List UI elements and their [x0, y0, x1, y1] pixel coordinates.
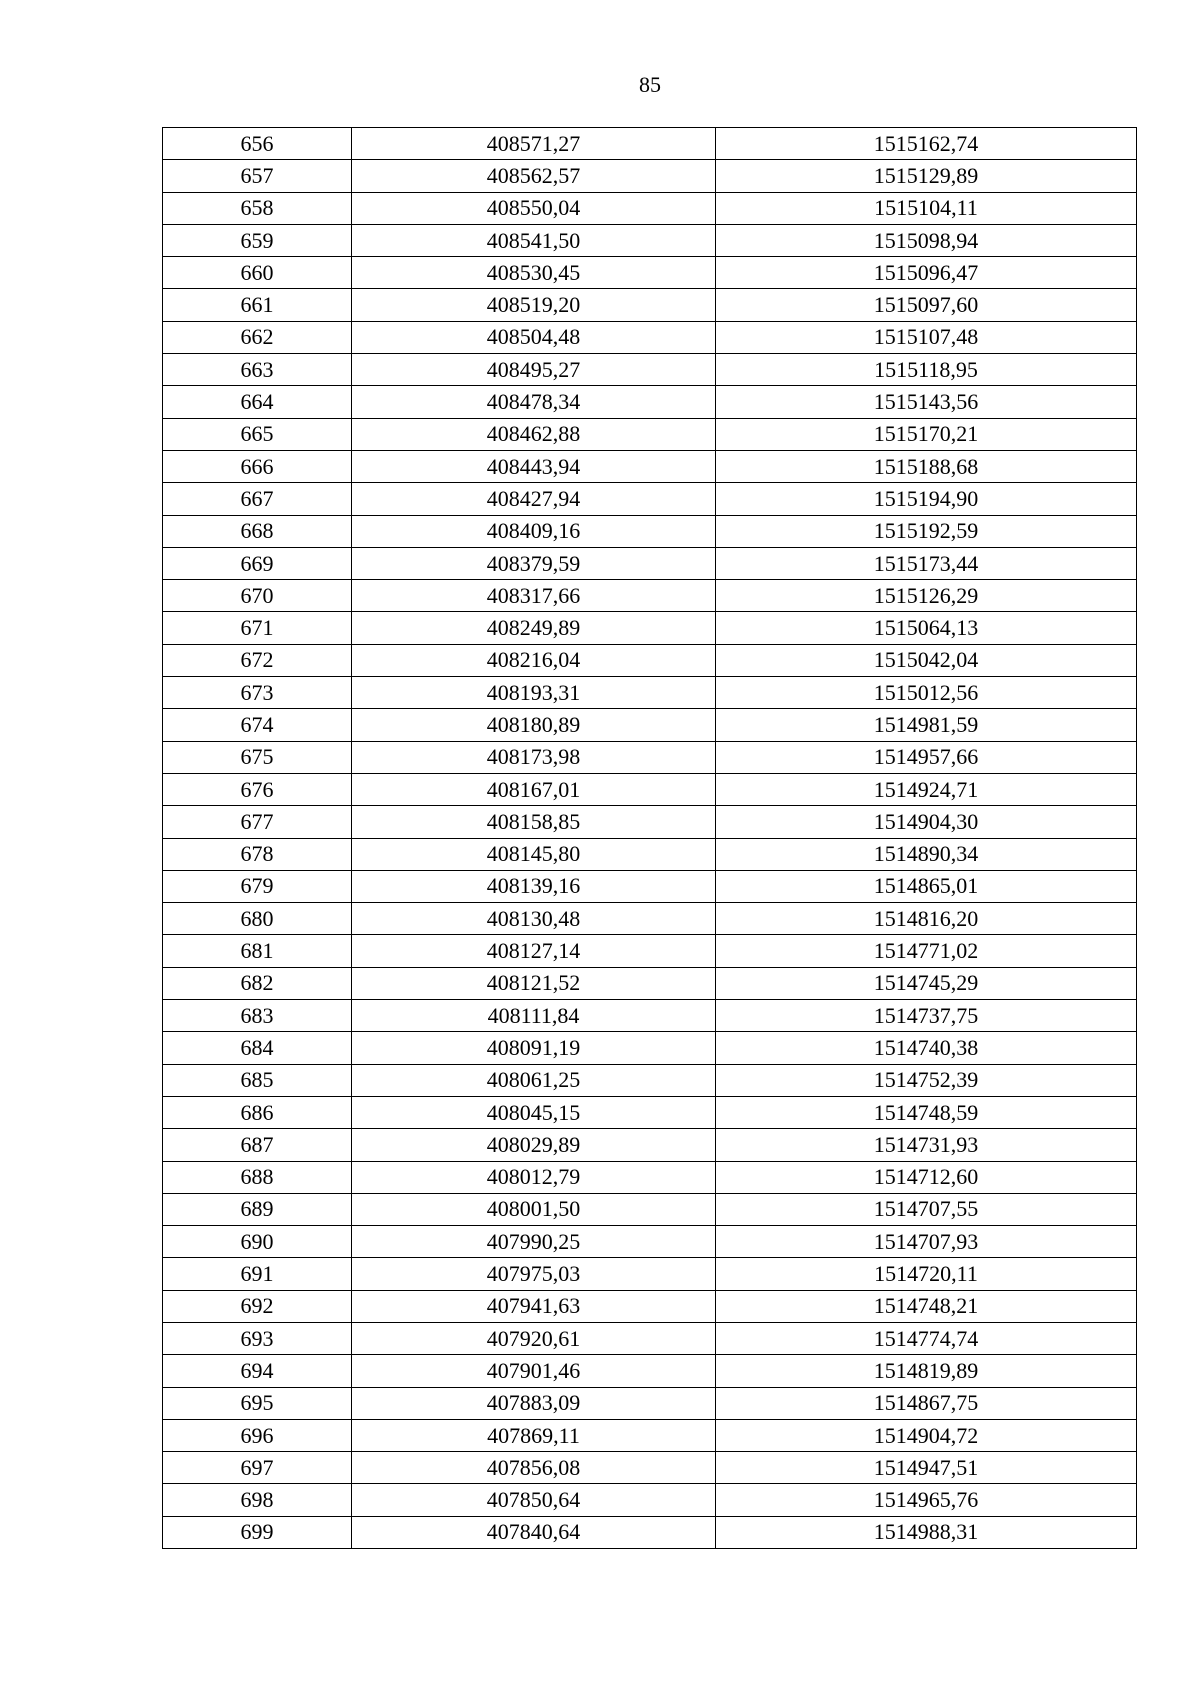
y-coordinate-cell: 1514745,29: [716, 967, 1137, 999]
table-row: [163, 1355, 1137, 1387]
point-number-cell: 658: [163, 192, 352, 224]
x-coordinate-cell: 408216,04: [352, 644, 716, 676]
table-row: [163, 1258, 1137, 1290]
point-number-cell: 689: [163, 1193, 352, 1225]
x-coordinate-cell: 408249,89: [352, 612, 716, 644]
table-row: [163, 192, 1137, 224]
point-number-cell: 666: [163, 450, 352, 482]
y-coordinate-cell: 1515107,48: [716, 321, 1137, 353]
y-coordinate-cell: 1514957,66: [716, 741, 1137, 773]
x-coordinate-cell: 408193,31: [352, 677, 716, 709]
point-number-cell: 680: [163, 903, 352, 935]
x-coordinate-cell: 407840,64: [352, 1516, 716, 1548]
point-number-cell: 664: [163, 386, 352, 418]
x-coordinate-cell: 408550,04: [352, 192, 716, 224]
point-number-cell: 656: [163, 128, 352, 160]
table-row: [163, 1484, 1137, 1516]
point-number-cell: 667: [163, 483, 352, 515]
x-coordinate-cell: 407850,64: [352, 1484, 716, 1516]
y-coordinate-cell: 1514774,74: [716, 1322, 1137, 1354]
x-coordinate-cell: 408158,85: [352, 806, 716, 838]
table-row: [163, 515, 1137, 547]
x-coordinate-cell: 408180,89: [352, 709, 716, 741]
y-coordinate-cell: 1514748,21: [716, 1290, 1137, 1322]
y-coordinate-cell: 1514988,31: [716, 1516, 1137, 1548]
table-row: [163, 1516, 1137, 1548]
y-coordinate-cell: 1514981,59: [716, 709, 1137, 741]
x-coordinate-cell: 408121,52: [352, 967, 716, 999]
point-number-cell: 682: [163, 967, 352, 999]
point-number-cell: 657: [163, 160, 352, 192]
y-coordinate-cell: 1514865,01: [716, 870, 1137, 902]
x-coordinate-cell: 408504,48: [352, 321, 716, 353]
table-row: [163, 612, 1137, 644]
y-coordinate-cell: 1514707,55: [716, 1193, 1137, 1225]
y-coordinate-cell: 1515173,44: [716, 547, 1137, 579]
table-row: [163, 709, 1137, 741]
table-row: [163, 741, 1137, 773]
y-coordinate-cell: 1515098,94: [716, 224, 1137, 256]
x-coordinate-cell: 408427,94: [352, 483, 716, 515]
point-number-cell: 676: [163, 773, 352, 805]
x-coordinate-cell: 407883,09: [352, 1387, 716, 1419]
table-row: [163, 1226, 1137, 1258]
point-number-cell: 685: [163, 1064, 352, 1096]
x-coordinate-cell: 408012,79: [352, 1161, 716, 1193]
point-number-cell: 686: [163, 1096, 352, 1128]
x-coordinate-cell: 408167,01: [352, 773, 716, 805]
point-number-cell: 687: [163, 1129, 352, 1161]
table-row: [163, 224, 1137, 256]
x-coordinate-cell: 408139,16: [352, 870, 716, 902]
x-coordinate-cell: 408409,16: [352, 515, 716, 547]
x-coordinate-cell: 408562,57: [352, 160, 716, 192]
x-coordinate-cell: 407975,03: [352, 1258, 716, 1290]
point-number-cell: 671: [163, 612, 352, 644]
x-coordinate-cell: 408495,27: [352, 354, 716, 386]
y-coordinate-cell: 1515012,56: [716, 677, 1137, 709]
y-coordinate-cell: 1515170,21: [716, 418, 1137, 450]
table-row: [163, 386, 1137, 418]
y-coordinate-cell: 1515104,11: [716, 192, 1137, 224]
y-coordinate-cell: 1514731,93: [716, 1129, 1137, 1161]
x-coordinate-cell: 408130,48: [352, 903, 716, 935]
y-coordinate-cell: 1515096,47: [716, 257, 1137, 289]
point-number-cell: 684: [163, 1032, 352, 1064]
y-coordinate-cell: 1514904,30: [716, 806, 1137, 838]
table-row: [163, 128, 1137, 160]
table-row: [163, 677, 1137, 709]
x-coordinate-cell: 407990,25: [352, 1226, 716, 1258]
x-coordinate-cell: 408478,34: [352, 386, 716, 418]
table-row: [163, 289, 1137, 321]
point-number-cell: 668: [163, 515, 352, 547]
x-coordinate-cell: 408145,80: [352, 838, 716, 870]
table-row: [163, 644, 1137, 676]
y-coordinate-cell: 1515042,04: [716, 644, 1137, 676]
table-row: [163, 1290, 1137, 1322]
x-coordinate-cell: 408317,66: [352, 580, 716, 612]
x-coordinate-cell: 408571,27: [352, 128, 716, 160]
y-coordinate-cell: 1514771,02: [716, 935, 1137, 967]
table-body: [163, 128, 1137, 1549]
coordinates-table: [162, 127, 1137, 1549]
table-row: [163, 806, 1137, 838]
point-number-cell: 695: [163, 1387, 352, 1419]
table-row: [163, 354, 1137, 386]
y-coordinate-cell: 1514890,34: [716, 838, 1137, 870]
x-coordinate-cell: 407856,08: [352, 1452, 716, 1484]
point-number-cell: 669: [163, 547, 352, 579]
y-coordinate-cell: 1514740,38: [716, 1032, 1137, 1064]
table-row: [163, 1064, 1137, 1096]
point-number-cell: 679: [163, 870, 352, 902]
page-number: 85: [639, 72, 661, 97]
point-number-cell: 675: [163, 741, 352, 773]
point-number-cell: 665: [163, 418, 352, 450]
x-coordinate-cell: 408519,20: [352, 289, 716, 321]
table-row: [163, 1000, 1137, 1032]
point-number-cell: 697: [163, 1452, 352, 1484]
y-coordinate-cell: 1514707,93: [716, 1226, 1137, 1258]
point-number-cell: 681: [163, 935, 352, 967]
y-coordinate-cell: 1514720,11: [716, 1258, 1137, 1290]
x-coordinate-cell: 408173,98: [352, 741, 716, 773]
point-number-cell: 692: [163, 1290, 352, 1322]
point-number-cell: 691: [163, 1258, 352, 1290]
table-row: [163, 580, 1137, 612]
table-row: [163, 838, 1137, 870]
table-row: [163, 483, 1137, 515]
table-row: [163, 1096, 1137, 1128]
point-number-cell: 688: [163, 1161, 352, 1193]
table-row: [163, 1129, 1137, 1161]
y-coordinate-cell: 1514712,60: [716, 1161, 1137, 1193]
x-coordinate-cell: 407901,46: [352, 1355, 716, 1387]
y-coordinate-cell: 1514752,39: [716, 1064, 1137, 1096]
y-coordinate-cell: 1514867,75: [716, 1387, 1137, 1419]
x-coordinate-cell: 408091,19: [352, 1032, 716, 1064]
x-coordinate-cell: 407920,61: [352, 1322, 716, 1354]
point-number-cell: 690: [163, 1226, 352, 1258]
table-row: [163, 1193, 1137, 1225]
y-coordinate-cell: 1515129,89: [716, 160, 1137, 192]
x-coordinate-cell: 408443,94: [352, 450, 716, 482]
x-coordinate-cell: 408045,15: [352, 1096, 716, 1128]
table-row: [163, 257, 1137, 289]
y-coordinate-cell: 1515118,95: [716, 354, 1137, 386]
x-coordinate-cell: 408462,88: [352, 418, 716, 450]
point-number-cell: 674: [163, 709, 352, 741]
table-row: [163, 967, 1137, 999]
x-coordinate-cell: 408541,50: [352, 224, 716, 256]
y-coordinate-cell: 1515126,29: [716, 580, 1137, 612]
point-number-cell: 696: [163, 1419, 352, 1451]
point-number-cell: 663: [163, 354, 352, 386]
point-number-cell: 670: [163, 580, 352, 612]
y-coordinate-cell: 1514816,20: [716, 903, 1137, 935]
point-number-cell: 659: [163, 224, 352, 256]
table-row: [163, 1322, 1137, 1354]
y-coordinate-cell: 1515188,68: [716, 450, 1137, 482]
x-coordinate-cell: 407869,11: [352, 1419, 716, 1451]
table-row: [163, 935, 1137, 967]
point-number-cell: 683: [163, 1000, 352, 1032]
point-number-cell: 662: [163, 321, 352, 353]
table-row: [163, 1161, 1137, 1193]
y-coordinate-cell: 1514965,76: [716, 1484, 1137, 1516]
y-coordinate-cell: 1515064,13: [716, 612, 1137, 644]
table-row: [163, 1032, 1137, 1064]
y-coordinate-cell: 1514924,71: [716, 773, 1137, 805]
x-coordinate-cell: 408127,14: [352, 935, 716, 967]
y-coordinate-cell: 1514947,51: [716, 1452, 1137, 1484]
point-number-cell: 694: [163, 1355, 352, 1387]
y-coordinate-cell: 1514904,72: [716, 1419, 1137, 1451]
point-number-cell: 677: [163, 806, 352, 838]
table-row: [163, 160, 1137, 192]
point-number-cell: 693: [163, 1322, 352, 1354]
point-number-cell: 673: [163, 677, 352, 709]
table-row: [163, 1419, 1137, 1451]
table-row: [163, 1452, 1137, 1484]
x-coordinate-cell: 408061,25: [352, 1064, 716, 1096]
x-coordinate-cell: 408029,89: [352, 1129, 716, 1161]
table-row: [163, 450, 1137, 482]
table-row: [163, 418, 1137, 450]
y-coordinate-cell: 1514737,75: [716, 1000, 1137, 1032]
table-row: [163, 547, 1137, 579]
x-coordinate-cell: 408001,50: [352, 1193, 716, 1225]
x-coordinate-cell: 408379,59: [352, 547, 716, 579]
y-coordinate-cell: 1515097,60: [716, 289, 1137, 321]
table-row: [163, 870, 1137, 902]
table-row: [163, 903, 1137, 935]
x-coordinate-cell: 407941,63: [352, 1290, 716, 1322]
point-number-cell: 660: [163, 257, 352, 289]
y-coordinate-cell: 1515192,59: [716, 515, 1137, 547]
point-number-cell: 661: [163, 289, 352, 321]
table-row: [163, 321, 1137, 353]
table-row: [163, 773, 1137, 805]
table-row: [163, 1387, 1137, 1419]
point-number-cell: 678: [163, 838, 352, 870]
point-number-cell: 698: [163, 1484, 352, 1516]
x-coordinate-cell: 408111,84: [352, 1000, 716, 1032]
point-number-cell: 699: [163, 1516, 352, 1548]
y-coordinate-cell: 1515194,90: [716, 483, 1137, 515]
y-coordinate-cell: 1514819,89: [716, 1355, 1137, 1387]
y-coordinate-cell: 1515143,56: [716, 386, 1137, 418]
x-coordinate-cell: 408530,45: [352, 257, 716, 289]
y-coordinate-cell: 1515162,74: [716, 128, 1137, 160]
point-number-cell: 672: [163, 644, 352, 676]
y-coordinate-cell: 1514748,59: [716, 1096, 1137, 1128]
